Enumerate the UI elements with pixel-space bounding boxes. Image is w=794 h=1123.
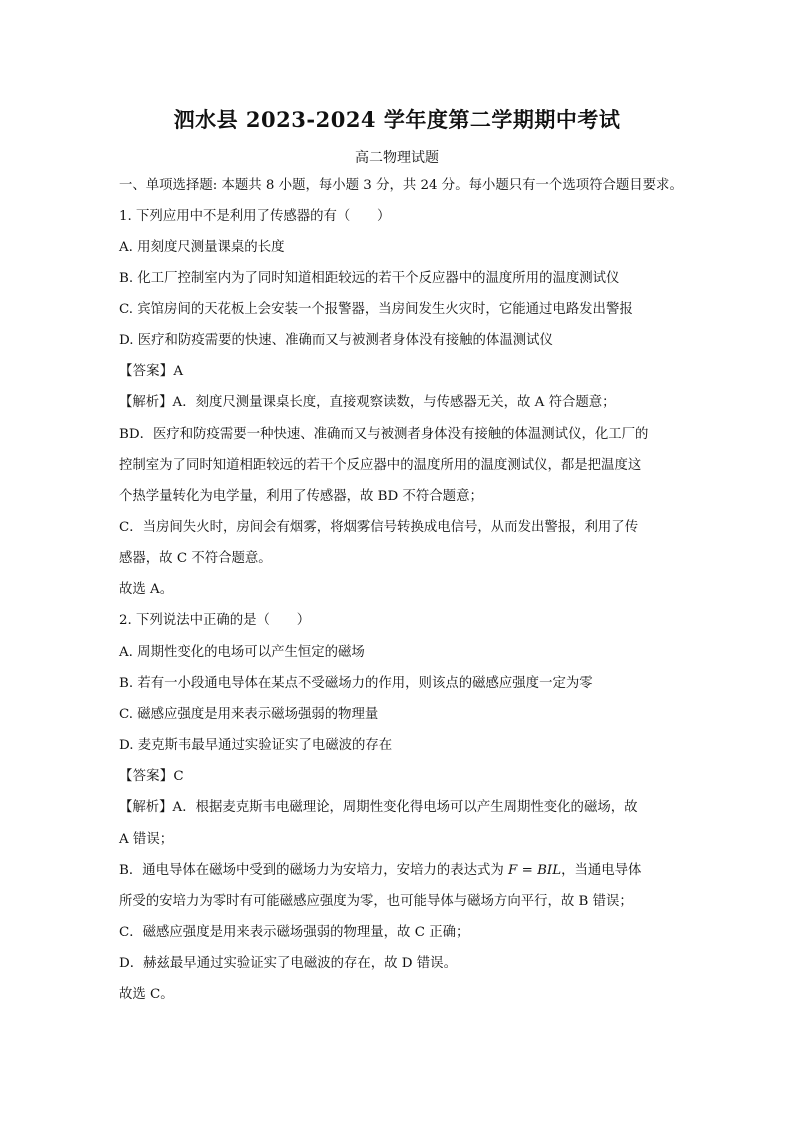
question-1-option-b: B. 化工厂控制室内为了同时知道相距较远的若干个反应器中的温度所用的温度测试仪 xyxy=(119,271,620,286)
question-2-option-a: A. 周期性变化的电场可以产生恒定的磁场 xyxy=(119,645,365,660)
question-2-conclusion: 故选 C。 xyxy=(119,987,174,1002)
question-2-option-d: D. 麦克斯韦最早通过实验证实了电磁波的存在 xyxy=(119,738,393,753)
ampere-force-formula: F = BIL xyxy=(508,863,562,878)
question-1-stem: 1. 下列应用中不是利用了传感器的有（ ） xyxy=(119,209,391,224)
question-1-explanation-line: 【解析】A．刻度尺测量课桌长度，直接观察读数，与传感器无关，故 A 符合题意； xyxy=(119,395,616,410)
question-1-explanation-line: C．当房间失火时，房间会有烟雾，将烟雾信号转换成电信号，从而发出警报，利用了传 xyxy=(119,520,639,535)
explanation-b-text: B．通电导体在磁场中受到的磁场力为安培力，安培力的表达式为 xyxy=(119,863,509,878)
question-2-explanation-line: D．赫兹最早通过实验证实了电磁波的存在，故 D 错误。 xyxy=(119,956,457,971)
question-2-explanation-line: C．磁感应强度是用来表示磁场强弱的物理量，故 C 正确； xyxy=(119,925,470,940)
question-1-explanation-line: BD．医疗和防疫需要一种快速、准确而又与被测者身体没有接触的体温测试仪，化工厂的 xyxy=(119,427,649,442)
question-2-option-c: C. 磁感应强度是用来表示磁场强弱的物理量 xyxy=(119,707,379,722)
question-1-answer: 【答案】A xyxy=(119,364,184,379)
question-2-explanation-line: A 错误； xyxy=(119,832,174,847)
question-1-explanation-line: 感器，故 C 不符合题意。 xyxy=(119,551,272,566)
question-1-conclusion: 故选 A。 xyxy=(119,582,174,597)
exam-subtitle: 高二物理试题 xyxy=(355,150,439,166)
question-2-stem: 2. 下列说法中正确的是（ ） xyxy=(119,613,311,628)
question-1-option-d: D. 医疗和防疫需要的快速、准确而又与被测者身体没有接触的体温测试仪 xyxy=(119,333,553,348)
question-2-explanation-b xyxy=(119,862,699,880)
section-heading: 一、单项选择题: 本题共 8 小题，每小题 3 分，共 24 分。每小题只有一个选项符合题目要求。 xyxy=(119,178,683,193)
question-2-option-b: B. 若有一小段通电导体在某点不受磁场力的作用，则该点的磁感应强度一定为零 xyxy=(119,676,593,691)
question-2-answer: 【答案】C xyxy=(119,769,184,784)
question-1-explanation-line: 控制室为了同时知道相距较远的若干个反应器中的温度所用的温度测试仪，都是把温度这 xyxy=(119,458,642,473)
question-1-explanation-line: 个热学量转化为电学量，利用了传感器，故 BD 不符合题意； xyxy=(119,489,483,504)
question-2-explanation-line: 【解析】A．根据麦克斯韦电磁理论，周期性变化得电场可以产生周期性变化的磁场，故 xyxy=(119,800,638,815)
question-1-option-c: C. 宾馆房间的天花板上会安装一个报警器，当房间发生火灾时，它能通过电路发出警报 xyxy=(119,302,633,317)
exam-title: 泗水县 2023-2024 学年度第二学期期中考试 xyxy=(173,107,621,132)
explanation-b-text-end: ，当通电导体 xyxy=(561,863,642,878)
question-1-option-a: A. 用刻度尺测量课桌的长度 xyxy=(119,240,285,255)
question-2-explanation-line: 所受的安培力为零时有可能磁感应强度为零，也可能导体与磁场方向平行，故 B 错误； xyxy=(119,894,633,909)
